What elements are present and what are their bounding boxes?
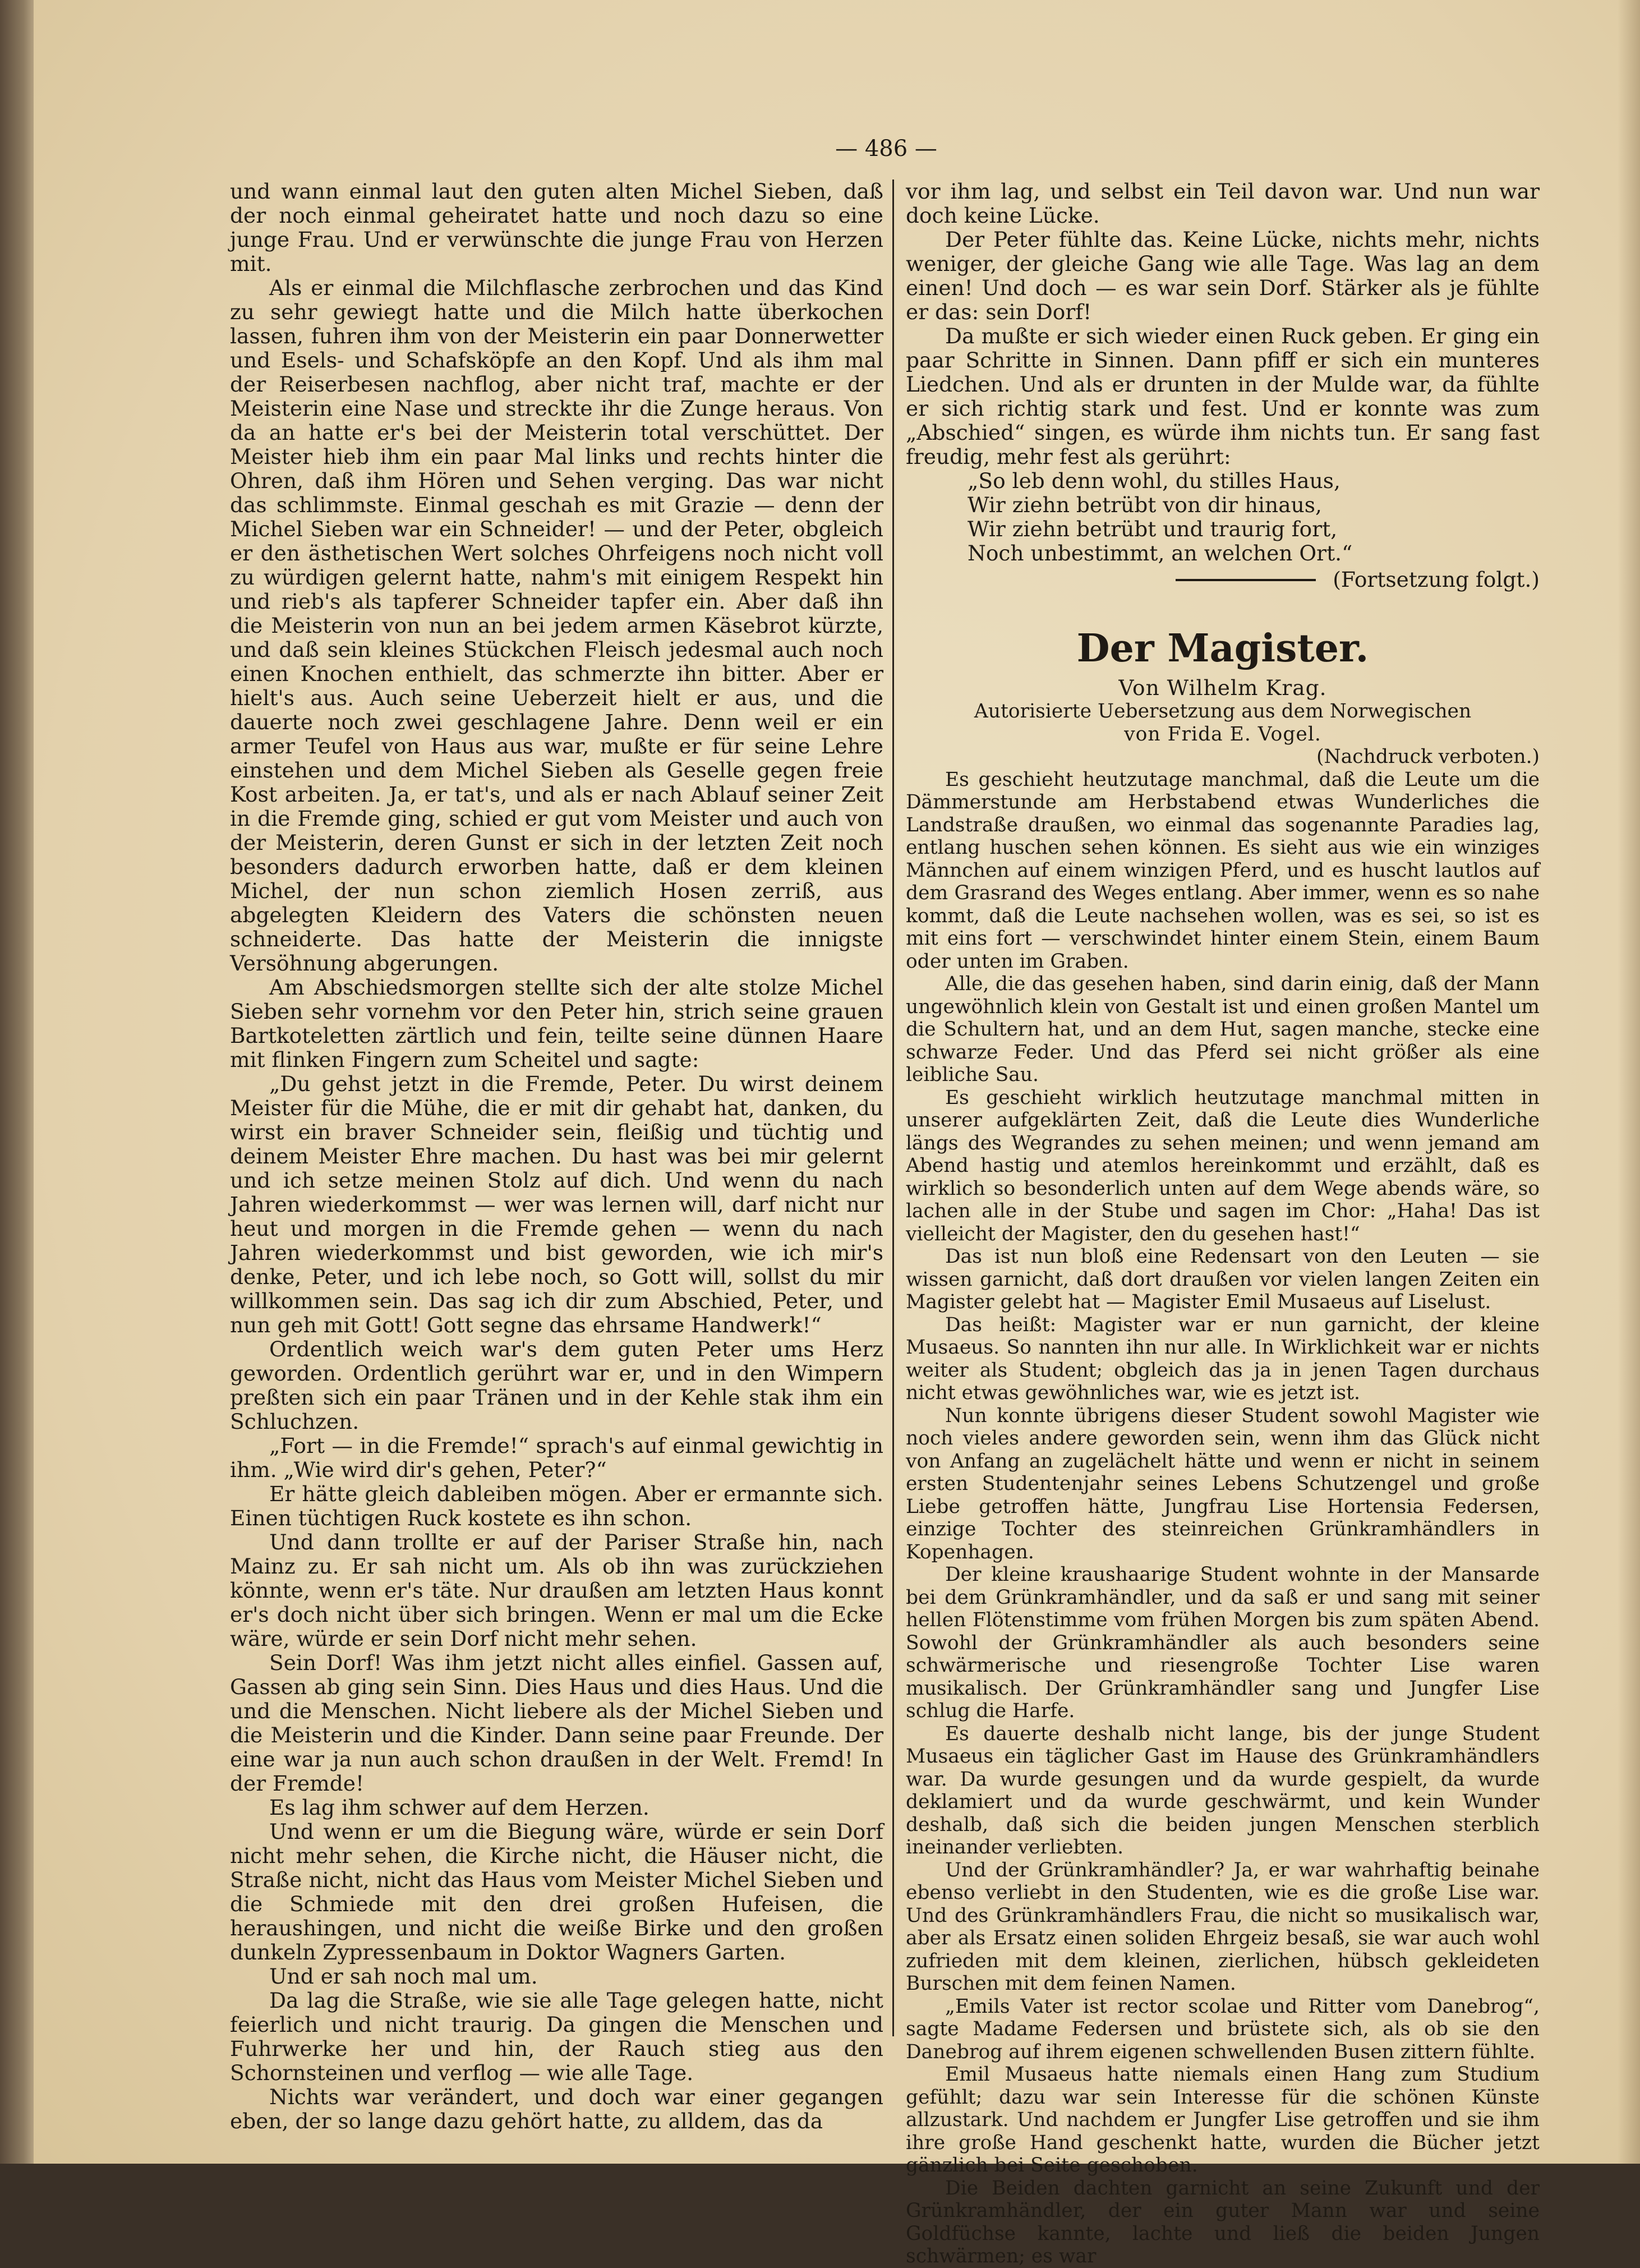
column-divider — [892, 180, 894, 2036]
article-title: Der Magister. — [1076, 626, 1369, 671]
paragraph: Sein Dorf! Was ihm jetzt nicht alles einfiel. Gassen auf, Gassen ab ging sein Sinn. Dies Haus und dies Haus. Und die und die Menschen. Nicht liebere als der Michel Sieben und die Meisterin und die Kinder. Dann seine paar Freunde. Der eine war ja nun auch schon draußen in der Welt. Fremd! In der Fremde! — [230, 1650, 883, 1796]
paragraph: Die Beiden dachten garnicht an seine Zukunft und der Grünkramhändler, der ein guter Mann war und seine Goldfüchse kannte, lachte und ließ die beiden Jungen schwärmen; es war — [906, 2177, 1540, 2267]
page-number: — 486 — — [835, 136, 937, 162]
paragraph: und wann einmal laut den guten alten Michel Sieben, daß der noch einmal geheiratet hatte und noch dazu so eine junge Frau. Und er verwünschte die junge Frau von Herzen mit. — [230, 179, 883, 276]
author-line: Von Wilhelm Krag. — [1118, 675, 1327, 700]
verse-line: Noch unbestimmt, an welchen Ort.“ — [968, 541, 1353, 565]
paragraph: Emil Musaeus hatte niemals einen Hang zum Studium gefühlt; dazu war sein Interesse für die schönen Künste allzustark. Und nachdem er Jungfer Lise getroffen und sie ihm ihre große Hand geschenkt hatte, wurden die Bücher jetzt gänzlich bei Seite geschoben. — [906, 2063, 1540, 2177]
translator-line: von Frida E. Vogel. — [1124, 723, 1321, 746]
paragraph: Es geschieht heutzutage manchmal, daß die Leute um die Dämmerstunde am Herbstabend etwas Wunderliches die Landstraße draußen, wo einmal das sogenannte Paradies lag, entlang huschen sehen können. Es sieht aus wie ein winziges Männchen auf einem winzigen Pferd, und es huscht lautlos auf dem Grasrand des Weges entlang. Aber immer, wenn es so nahe kommt, daß die Leute nachsehen wollen, was es sei, so ist es mit eins fort — verschwindet hinter einem Stein, einem Baum oder unten im Graben. — [906, 768, 1540, 973]
paragraph: Das heißt: Magister war er nun garnicht, der kleine Musaeus. So nannten ihn nur alle. In Wirklichkeit war er nichts weiter als Student; obgleich das ja in jenen Tagen durchaus nicht etwas gewöhnliches war, wie es jetzt ist. — [906, 1313, 1540, 1404]
paragraph: Und er sah noch mal um. — [269, 1964, 538, 1989]
paragraph: „Du gehst jetzt in die Fremde, Peter. Du wirst deinem Meister für die Mühe, die er mit dir gehabt hat, danken, du wirst ein braver Schneider sein, fleißig und tüchtig und deinem Meister Ehre machen. Du hast was bei mir gelernt und ich setze meinen Stolz auf dich. Und wenn du nach Jahren wiederkommst — wer was lernen will, darf nicht nur heut und morgen in die Fremde gehen — wenn du nach Jahren wiederkommst und bist geworden, wie ich mir's denke, Peter, und ich lebe noch, so Gott will, sollst du mir willkommen sein. Das sag ich dir zum Abschied, Peter, und nun geh mit Gott! Gott segne das ehrsame Handwerk!“ — [230, 1071, 883, 1337]
paragraph: Alle, die das gesehen haben, sind darin einig, daß der Mann ungewöhnlich klein von Gestalt ist und einen großen Mantel um die Schultern hat, und an dem Hut, sagen manche, stecke eine schwarze Feder. Und das Pferd sei nicht größer als eine leibliche Sau. — [906, 973, 1540, 1086]
paragraph: Und wenn er um die Biegung wäre, würde er sein Dorf nicht mehr sehen, die Kirche nicht, die Häuser nicht, die Straße nicht, nicht das Haus vom Meister Michel Sieben und die Schmiede mit den drei großen Hufeisen, die heraushingen, und nicht die weiße Birke und den großen dunkeln Zypressenbaum in Doktor Wagners Garten. — [230, 1819, 883, 1965]
paragraph: Es geschieht wirklich heutzutage manchmal mitten in unserer aufgeklärten Zeit, daß die Leute dies Wunderliche längs des Wegrandes zu sehen meinen; und wenn jemand am Abend hastig und atemlos hereinkommt und erzählt, daß es wirklich so besonderlich unten auf dem Wege abends wäre, so lachen alle in der Stube und sagen im Chor: „Haha! Das ist vielleicht der Magister, den du gesehen hast!“ — [906, 1086, 1540, 1245]
paragraph: Der Peter fühlte das. Keine Lücke, nichts mehr, nichts weniger, der gleiche Gang wie alle Tage. Was lag an dem einen! Und doch — es war sein Dorf. Stärker als je fühlte er das: sein Dorf! — [906, 227, 1540, 324]
verse-line: Wir ziehn betrübt von dir hinaus, — [968, 493, 1322, 517]
paragraph: vor ihm lag, und selbst ein Teil davon war. Und nun war doch keine Lücke. — [906, 179, 1540, 228]
paragraph: Es lag ihm schwer auf dem Herzen. — [269, 1795, 649, 1820]
section-rule — [1176, 579, 1316, 581]
story-body — [906, 769, 1540, 2268]
song-verse — [968, 469, 1540, 565]
translation-note: Autorisierte Uebersetzung aus dem Norwegischen — [974, 700, 1472, 723]
paragraph: Und dann trollte er auf der Pariser Straße hin, nach Mainz zu. Er sah nicht um. Als ob ihn was zurückziehen könnte, wenn er's täte. Nur draußen am letzten Haus konnt er's doch nicht über sich bringen. Wenn er mal um die Ecke wäre, würde er sein Dorf nicht mehr sehen. — [230, 1530, 883, 1651]
paragraph: Da lag die Straße, wie sie alle Tage gelegen hatte, nicht feierlich und nicht traurig. Da gingen die Menschen und Fuhrwerke her und hin, der Rauch stieg aus den Schornsteinen und verflog — wie alle Tage. — [230, 1988, 883, 2085]
paragraph: Nichts war verändert, und doch war einer gegangen eben, der so lange dazu gehört hatte, zu alldem, das da — [230, 2085, 883, 2133]
paragraph: Es dauerte deshalb nicht lange, bis der junge Student Musaeus ein täglicher Gast im Hause des Grünkramhändlers war. Da wurde gesungen und da wurde gespielt, da wurde deklamiert und da wurde geschwärmt, und kein Wunder deshalb, daß sich die beiden jungen Menschen sterblich ineinander verliebten. — [906, 1722, 1540, 1858]
paragraph: Der kleine kraushaarige Student wohnte in der Mansarde bei dem Grünkramhändler, und da saß er und sang mit seiner hellen Flötenstimme vom frühen Morgen bis zum späten Abend. Sowohl der Grünkramhändler als auch besonders seine schwärmerische und riesengroße Tochter Lise waren musikalisch. Der Grünkramhändler sang und Jungfer Lise schlug die Harfe. — [906, 1563, 1540, 1722]
continued-note: (Fortsetzung folgt.) — [1333, 567, 1540, 592]
paragraph: Er hätte gleich dableiben mögen. Aber er ermannte sich. Einen tüchtigen Ruck kostete es ihn schon. — [230, 1482, 883, 1530]
verse-line: „So leb denn wohl, du stilles Haus, — [968, 468, 1340, 493]
right-column — [906, 180, 1540, 2268]
paragraph: Am Abschiedsmorgen stellte sich der alte stolze Michel Sieben sehr vornehm vor den Peter hin, strich seine grauen Bartkoteletten zärtlich und fein, teilte seine dünnen Haare mit flinken Fingern zum Scheitel und sagte: — [230, 975, 883, 1072]
paragraph: „Fort — in die Fremde!“ sprach's auf einmal gewichtig in ihm. „Wie wird dir's gehen, Peter?“ — [230, 1433, 883, 1482]
left-column — [230, 180, 883, 2133]
paragraph: „Emils Vater ist rector scolae und Ritter vom Danebrog“, sagte Madame Federsen und brüstete sich, als ob sie den Danebrog auf ihrem eigenen schwellenden Busen zittern fühlte. — [906, 1995, 1540, 2063]
paragraph: Als er einmal die Milchflasche zerbrochen und das Kind zu sehr gewiegt hatte und die Milch hatte überkochen lassen, fuhren ihm von der Meisterin ein paar Donnerwetter und Esels- und Schafsköpfe an den Kopf. Und als ihm mal der Reiserbesen nachflog, aber nicht traf, machte er der Meisterin eine Nase und streckte ihr die Zunge heraus. Von da an hatte er's bei der Meisterin total verschüttet. Der Meister hieb ihm ein paar Mal links und rechts hinter die Ohren, daß ihm Hören und Sehen verging. Das war nicht das schlimmste. Einmal geschah es mit Grazie — denn der Michel Sieben war ein Schneider! — und der Peter, obgleich er den ästhetischen Wert solches Ohrfeigens noch nicht voll zu würdigen gelernt hatte, nahm's mit einigem Respekt hin und rieb's als tapferer Schneider tapfer ein. Aber daß ihn die Meisterin von nun an bei jedem armen Käsebrot kürzte, und daß sein kleines Stückchen Fleisch jedesmal auch noch einen Knochen enthielt, das schmerzte ihn bitter. Aber er hielt's aus. Auch seine Ueberzeit hielt er aus, und die dauerte noch zwei geschlagene Jahre. Denn weil er ein armer Teufel von Haus aus war, mußte er für seine Lehre einstehen und dem Michel Sieben als Geselle gegen freie Kost arbeiten. Ja, er tat's, und als er nach Ablauf seiner Zeit in die Fremde ging, schied er gut vom Meister und auch von der Meisterin, deren Gunst er sich in der letzten Zeit noch besonders dadurch erworben hatte, daß er dem kleinen Michel, der nun schon ziemlich Hosen zerriß, aus abgelegten Kleidern des Vaters die schönsten neuen schneiderte. Das hatte der Meisterin die innigste Versöhnung abgerungen. — [230, 275, 883, 976]
page-edge-shadow — [1618, 0, 1640, 2164]
book-page — [34, 0, 1640, 2267]
verse-line: Wir ziehn betrübt und traurig fort, — [968, 517, 1338, 541]
paragraph: Da mußte er sich wieder einen Ruck geben. Er ging ein paar Schritte in Sinnen. Dann pfiff er sich ein munteres Liedchen. Und als er drunten in der Mulde war, da fühlte er sich richtig stark und fest. Und er konnte was zum „Abschied“ singen, es würde ihm nichts tun. Er sang fast freudig, mehr fest als gerührt: — [906, 324, 1540, 469]
paragraph: Ordentlich weich war's dem guten Peter ums Herz geworden. Ordentlich gerührt war er, und in den Wimpern preßten sich ein paar Tränen und in der Kehle stak ihm ein Schluchzen. — [230, 1337, 883, 1434]
continuation-row — [906, 568, 1540, 592]
copyright-note: (Nachdruck verboten.) — [1316, 746, 1540, 768]
paragraph: Nun konnte übrigens dieser Student sowohl Magister wie noch vieles andere geworden sein, wenn ihm das Glück nicht von Anfang an zugelächelt hätte und wenn er nicht in seinem ersten Studentenjahr seines Lebens Schutzengel und große Liebe getroffen hätte, Jungfrau Lise Hortensia Federsen, einzige Tochter des steinreichen Grünkramhändlers in Kopenhagen. — [906, 1404, 1540, 1563]
paragraph: Das ist nun bloß eine Redensart von den Leuten — sie wissen garnicht, daß dort draußen vor vielen langen Zeiten ein Magister gelebt hat — Magister Emil Musaeus auf Liselust. — [906, 1245, 1540, 1313]
paragraph: Und der Grünkramhändler? Ja, er war wahrhaftig beinahe ebenso verliebt in den Studenten, wie es die große Lise war. Und des Grünkramhändlers Frau, die nicht so musikalisch war, aber als Ersatz einen soliden Ehrgeiz besaß, sie war auch wohl zufrieden mit dem kleinen, zierlichen, hübsch gekleideten Burschen mit dem feinen Namen. — [906, 1858, 1540, 1995]
